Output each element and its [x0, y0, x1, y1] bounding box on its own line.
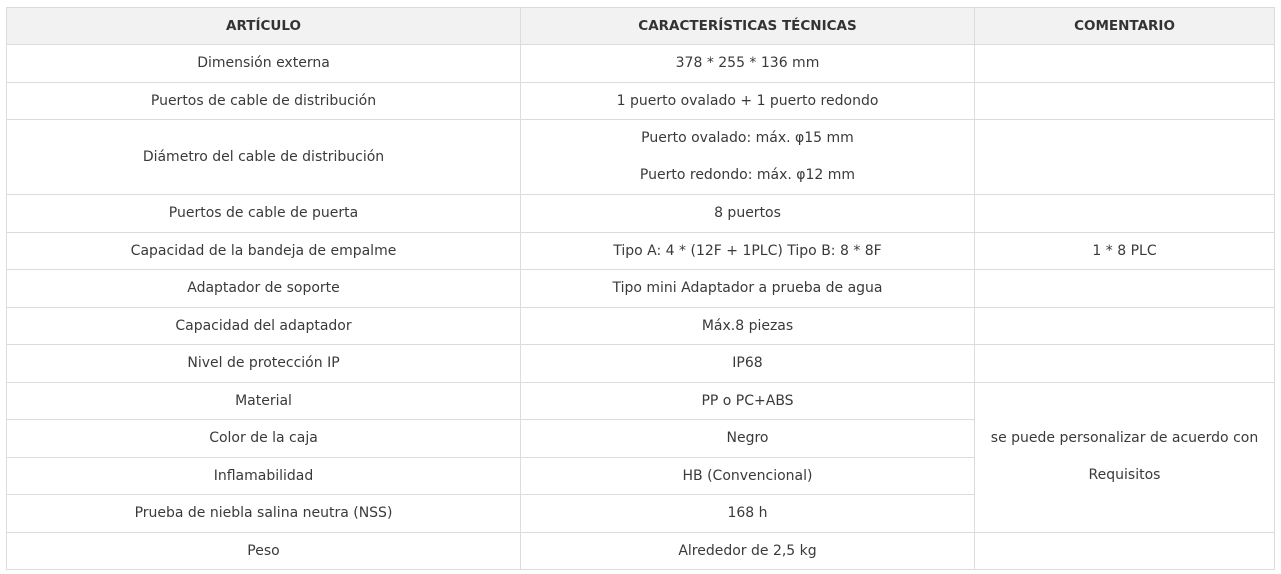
comment-cell	[975, 307, 1275, 345]
spec-cell: 378 * 255 * 136 mm	[521, 45, 975, 83]
table-row	[7, 232, 1275, 270]
item-cell: Material	[7, 382, 521, 420]
item-cell: Prueba de niebla salina neutra (NSS)	[7, 495, 521, 533]
item-cell: Inflamabilidad	[7, 457, 521, 495]
spec-cell: Máx.8 piezas	[521, 307, 975, 345]
comment-cell	[975, 345, 1275, 383]
item-cell: Puertos de cable de puerta	[7, 195, 521, 233]
comment-cell: 1 * 8 PLC	[975, 232, 1275, 270]
spec-cell: IP68	[521, 345, 975, 383]
header-articulo: ARTÍCULO	[7, 8, 521, 45]
spec-cell	[521, 120, 975, 195]
table-row	[7, 120, 1275, 195]
item-cell: Diámetro del cable de distribución	[7, 120, 521, 195]
spec-cell: HB (Convencional)	[521, 457, 975, 495]
table-row	[7, 532, 1275, 570]
spec-cell: 8 puertos	[521, 195, 975, 233]
item-cell: Color de la caja	[7, 420, 521, 458]
comment-cell	[975, 82, 1275, 120]
spec-cell: Alrededor de 2,5 kg	[521, 532, 975, 570]
comment-cell	[975, 270, 1275, 308]
spec-cell: 1 puerto ovalado + 1 puerto redondo	[521, 82, 975, 120]
table-row	[7, 195, 1275, 233]
item-cell: Capacidad de la bandeja de empalme	[7, 232, 521, 270]
spec-cell: Negro	[521, 420, 975, 458]
specifications-table	[6, 7, 1275, 570]
item-cell: Dimensión externa	[7, 45, 521, 83]
comment-line: se puede personalizar de acuerdo con	[990, 430, 1259, 446]
header-comentario: COMENTARIO	[975, 8, 1275, 45]
header-row	[7, 8, 1275, 45]
table-row	[7, 307, 1275, 345]
comment-cell	[975, 45, 1275, 83]
spec-cell: PP o PC+ABS	[521, 382, 975, 420]
spec-cell: Tipo mini Adaptador a prueba de agua	[521, 270, 975, 308]
comment-cell	[975, 120, 1275, 195]
comment-cell	[975, 195, 1275, 233]
merged-comment-cell	[975, 382, 1275, 532]
header-caracteristicas: CARACTERÍSTICAS TÉCNICAS	[521, 8, 975, 45]
spec-line: Puerto ovalado: máx. φ15 mm	[641, 130, 854, 146]
table-row	[7, 345, 1275, 383]
item-cell: Nivel de protección IP	[7, 345, 521, 383]
item-cell: Capacidad del adaptador	[7, 307, 521, 345]
table-row	[7, 82, 1275, 120]
spec-line: Puerto redondo: máx. φ12 mm	[639, 167, 856, 183]
table-row	[7, 45, 1275, 83]
table-row	[7, 270, 1275, 308]
item-cell: Puertos de cable de distribución	[7, 82, 521, 120]
spec-cell: Tipo A: 4 * (12F + 1PLC) Tipo B: 8 * 8F	[521, 232, 975, 270]
table-row	[7, 382, 1275, 420]
spec-cell: 168 h	[521, 495, 975, 533]
item-cell: Peso	[7, 532, 521, 570]
item-cell: Adaptador de soporte	[7, 270, 521, 308]
comment-cell	[975, 532, 1275, 570]
comment-line: Requisitos	[1088, 467, 1161, 483]
